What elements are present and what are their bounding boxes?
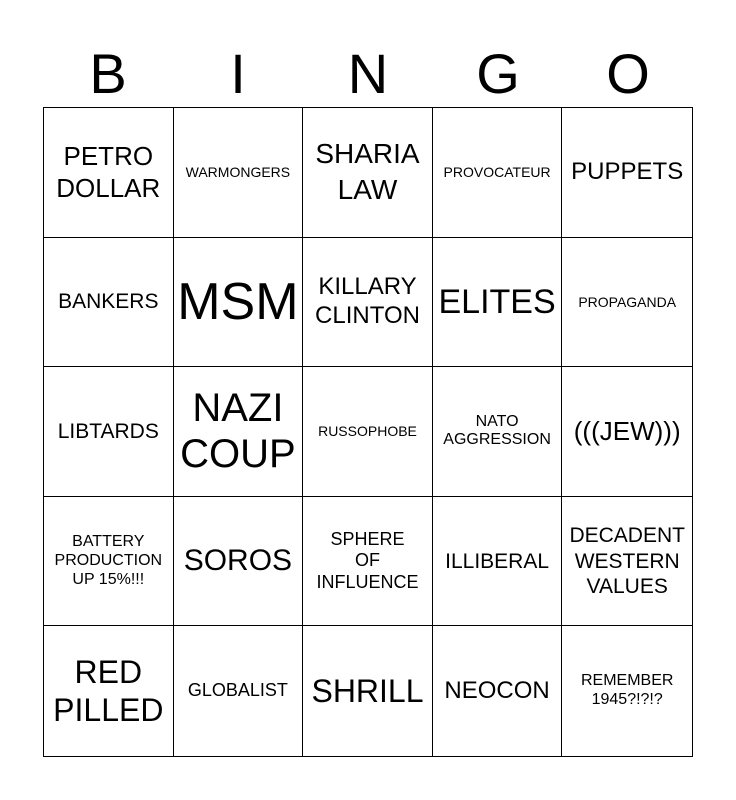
bingo-cell[interactable] (433, 108, 563, 238)
bingo-cell[interactable] (433, 497, 563, 627)
bingo-cell[interactable] (174, 367, 304, 497)
cell-label: WARMONGERS (185, 164, 291, 181)
cell-label: PROVOCATEUR (443, 164, 551, 181)
bingo-cell[interactable] (303, 367, 433, 497)
bingo-cell[interactable] (562, 238, 692, 368)
cell-label: LIBTARDS (57, 419, 159, 443)
bingo-cell[interactable] (562, 497, 692, 627)
cell-label: BATTERY PRODUCTION UP 15%!!! (54, 532, 163, 588)
header-letter-g: G (476, 42, 520, 105)
cell-label: MSM (177, 272, 299, 331)
bingo-cell[interactable] (44, 497, 174, 627)
bingo-header (43, 42, 693, 106)
bingo-cell[interactable] (44, 108, 174, 238)
cell-label: RED PILLED (53, 653, 164, 729)
bingo-cell[interactable] (174, 626, 304, 756)
bingo-cell[interactable] (303, 626, 433, 756)
bingo-cell[interactable] (44, 626, 174, 756)
cell-label: REMEMBER 1945?!?!? (580, 672, 674, 709)
cell-label: (((JEW))) (573, 416, 681, 447)
cell-label: SHRILL (311, 673, 424, 709)
bingo-cell[interactable] (174, 238, 304, 368)
cell-label: ELITES (438, 282, 556, 321)
cell-label: NATO AGGRESSION (443, 412, 551, 449)
header-letter-i: I (230, 42, 246, 105)
bingo-cell[interactable] (44, 238, 174, 368)
bingo-card-grid (43, 107, 693, 757)
bingo-cell[interactable] (174, 497, 304, 627)
cell-label: PETRO DOLLAR (56, 140, 161, 204)
header-letter-o: O (606, 42, 650, 105)
bingo-cell[interactable] (44, 367, 174, 497)
cell-label: PUPPETS (571, 157, 684, 185)
cell-label: PROPAGANDA (578, 293, 677, 310)
bingo-cell[interactable] (174, 108, 304, 238)
header-letter-b: B (89, 42, 127, 105)
bingo-cell[interactable] (433, 367, 563, 497)
bingo-cell[interactable] (303, 108, 433, 238)
cell-label: DECADENT WESTERN VALUES (569, 524, 685, 598)
bingo-cell[interactable] (433, 626, 563, 756)
cell-label: KILLARY CLINTON (315, 273, 420, 329)
bingo-cell[interactable] (562, 626, 692, 756)
cell-label: SHARIA LAW (315, 137, 420, 206)
cell-label: NAZI COUP (180, 386, 296, 477)
header-letter-n: N (347, 42, 389, 105)
cell-label: RUSSOPHOBE (318, 423, 417, 440)
cell-label: SPHERE OF INFLUENCE (316, 528, 419, 592)
cell-label: SOROS (183, 544, 293, 578)
cell-label: GLOBALIST (187, 680, 288, 701)
bingo-cell[interactable] (433, 238, 563, 368)
cell-label: NEOCON (444, 676, 550, 704)
cell-label: ILLIBERAL (445, 549, 550, 573)
bingo-cell[interactable] (303, 238, 433, 368)
cell-label: BANKERS (58, 290, 159, 314)
bingo-cell[interactable] (303, 497, 433, 627)
bingo-cell[interactable] (562, 367, 692, 497)
bingo-cell[interactable] (562, 108, 692, 238)
